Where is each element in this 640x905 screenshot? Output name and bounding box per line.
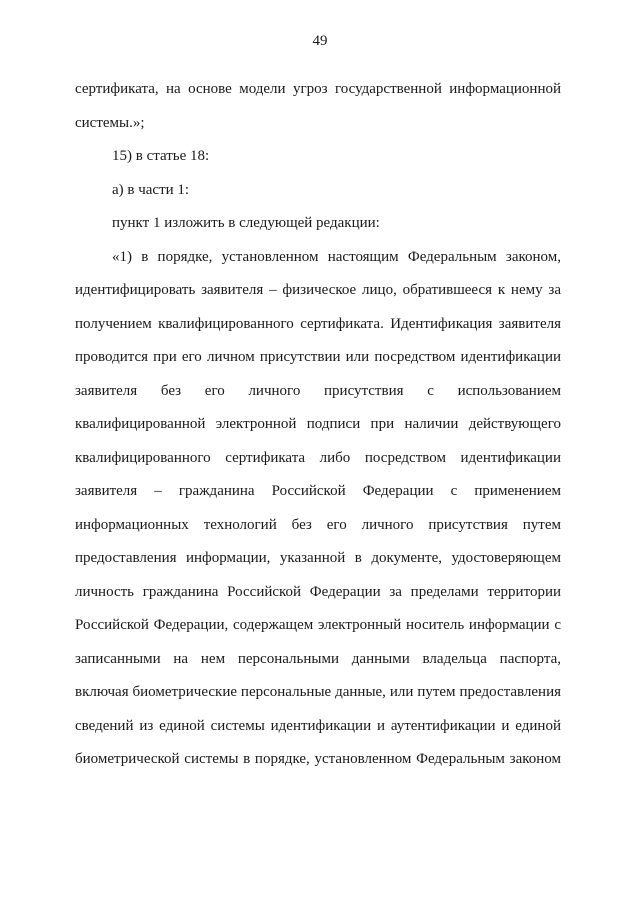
text-line: квалифицированной электронной подписи при наличии действующего xyxy=(75,416,561,432)
text-line: системы.»; xyxy=(75,114,145,131)
text-line: «1) в порядке, установленном настоящим Федеральным законом, xyxy=(112,248,561,265)
text-line: пункт 1 изложить в следующей редакции: xyxy=(112,215,380,231)
text-line: идентифицировать заявителя – физическое лицо, обратившееся к нему за xyxy=(75,282,561,298)
text-line: Российской Федерации, содержащем электронный носитель информации с xyxy=(75,617,561,633)
text-line: получением квалифицированного сертификата. Идентификация заявителя xyxy=(75,315,561,332)
text-line: биометрической системы в порядке, установленном Федеральным законом xyxy=(75,751,561,767)
text-line: личность гражданина Российской Федерации за пределами территории xyxy=(75,583,561,600)
document-body xyxy=(75,73,561,777)
page-number: 49 xyxy=(312,33,328,49)
text-line: информационных технологий без его личного присутствия путем xyxy=(75,516,561,533)
text-line: предоставления информации, указанной в документе, удостоверяющем xyxy=(75,550,561,566)
text-line: включая биометрические персональные данные, или путем предоставления xyxy=(75,684,561,700)
text-line: сертификата, на основе модели угроз государственной информационной xyxy=(75,81,561,97)
text-line: а) в части 1: xyxy=(112,181,190,198)
text-line: заявителя без его личного присутствия с использованием xyxy=(75,382,561,399)
text-line: заявителя – гражданина Российской Федерации с применением xyxy=(75,483,561,499)
text-line: сведений из единой системы идентификации и аутентификации и единой xyxy=(75,717,561,734)
text-line: записанными на нем персональными данными владельца паспорта, xyxy=(75,650,561,667)
text-line: 15) в статье 18: xyxy=(112,148,210,164)
text-line: проводится при его личном присутствии или посредством идентификации xyxy=(75,349,561,365)
text-line: квалифицированного сертификата либо посредством идентификации xyxy=(75,449,561,466)
